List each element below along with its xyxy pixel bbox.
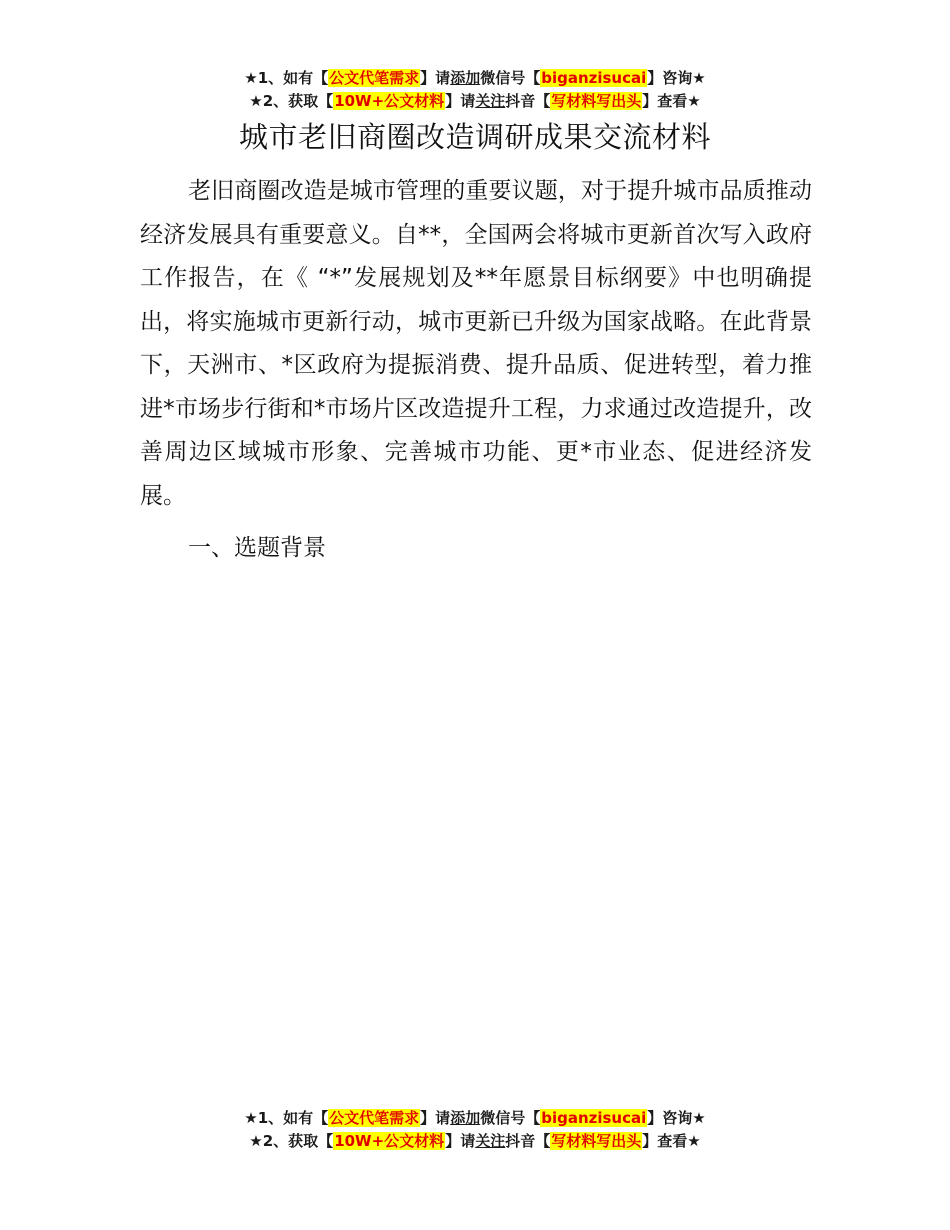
body-paragraph: 老旧商圈改造是城市管理的重要议题，对于提升城市品质推动经济发展具有重要意义。自**，全国两会将城市更新首次写入政府工作报告，在《 “*”发展规划及**年愿景目标纲要》中也明确提出，将实施城市更新行动，城市更新已升级为国家战略。在此背景下，天洲市、*区政府为提振消费、提升品质、促进转型，着力推进*市场步行街和*市场片区改造提升工程，力求通过改造提升，改善周边区域城市形象、完善城市功能、更*市业态、促进经济发展。	[140, 178, 812, 509]
document-body	[140, 170, 812, 518]
banner-text: 微信号【	[480, 1109, 541, 1127]
banner-text: 】请	[420, 69, 451, 87]
banner-highlight: 公文代笔需求	[329, 69, 420, 87]
banner-text: 】请	[445, 1132, 476, 1150]
banner-text: 抖音【	[505, 1132, 551, 1150]
banner-highlight-douyin-id: 写材料写出头	[551, 1132, 642, 1150]
banner-line-1	[0, 67, 950, 90]
banner-text: ★2、获取【	[249, 1132, 334, 1150]
section-heading: 一、选题背景	[188, 535, 326, 561]
banner-underlined-text: 关注	[475, 1132, 506, 1150]
banner-text: ★2、获取【	[249, 92, 334, 110]
banner-line-2	[0, 90, 950, 113]
banner-text: 】咨询★	[647, 69, 706, 87]
banner-text: 】查看★	[642, 1132, 701, 1150]
banner-underlined-text: 添加	[450, 69, 481, 87]
banner-text: 】咨询★	[647, 1109, 706, 1127]
banner-text: ★1、如有【	[244, 1109, 329, 1127]
header-banner	[0, 67, 950, 113]
banner-text: ★1、如有【	[244, 69, 329, 87]
banner-text: 】查看★	[642, 92, 701, 110]
banner-highlight: 10W+公文材料	[334, 92, 445, 110]
banner-highlight: 公文代笔需求	[329, 1109, 420, 1127]
banner-line-1	[0, 1107, 950, 1130]
banner-highlight-wechat-id: biganzisucai	[541, 1109, 647, 1127]
banner-underlined-text: 关注	[475, 92, 506, 110]
banner-line-2	[0, 1130, 950, 1153]
banner-text: 抖音【	[505, 92, 551, 110]
banner-highlight-douyin-id: 写材料写出头	[551, 92, 642, 110]
document-title: 城市老旧商圈改造调研成果交流材料	[238, 120, 711, 154]
banner-text: 微信号【	[480, 69, 541, 87]
banner-underlined-text: 添加	[450, 1109, 481, 1127]
banner-highlight-wechat-id: biganzisucai	[541, 69, 647, 87]
banner-text: 】请	[445, 92, 476, 110]
banner-highlight: 10W+公文材料	[334, 1132, 445, 1150]
footer-banner	[0, 1107, 950, 1153]
banner-text: 】请	[420, 1109, 451, 1127]
